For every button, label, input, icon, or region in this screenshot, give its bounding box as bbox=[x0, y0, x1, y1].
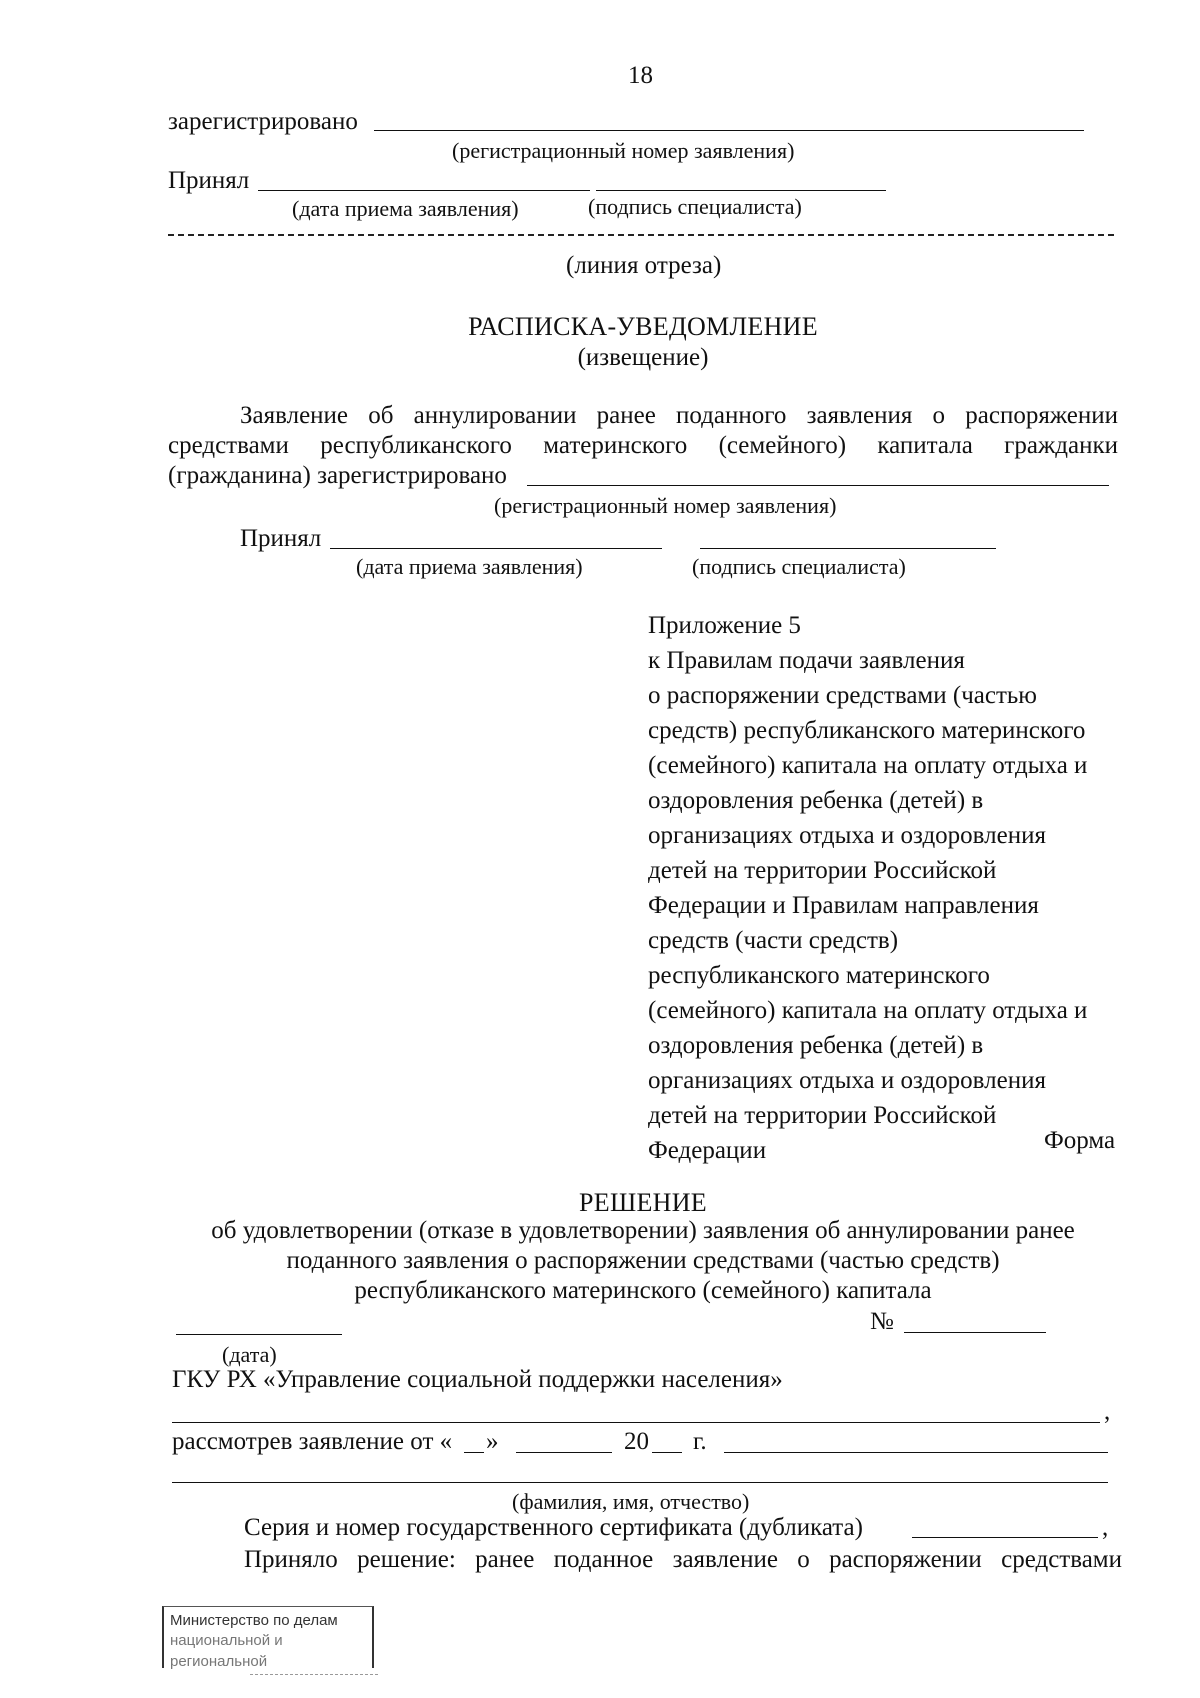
accept-signature-caption: (подпись специалиста) bbox=[588, 194, 802, 219]
receipt-subtitle: (извещение) bbox=[577, 344, 709, 371]
decision-title: РЕШЕНИЕ bbox=[579, 1188, 707, 1217]
certificate-line bbox=[912, 1537, 1098, 1538]
number-sign: № bbox=[870, 1308, 894, 1335]
appendix-line: средств) республиканского материнского bbox=[648, 717, 1086, 744]
reviewed-day-line bbox=[464, 1452, 484, 1453]
stamp-tail bbox=[250, 1674, 378, 1675]
decision-subtitle-line-1: об удовлетворении (отказе в удовлетворении) заявления об аннулировании ранее bbox=[211, 1217, 1075, 1244]
agency-name: ГКУ РХ «Управление социальной поддержки населения» bbox=[172, 1366, 783, 1393]
year-prefix: 20 bbox=[624, 1428, 649, 1455]
reviewed-prefix: рассмотрев заявление от « bbox=[172, 1428, 453, 1455]
registered-label: зарегистрировано bbox=[168, 108, 358, 135]
certificate-comma: , bbox=[1102, 1514, 1109, 1541]
reviewed-year-line bbox=[652, 1452, 682, 1453]
decision-line: Приняло решение: ранее поданное заявление о распоряжении средствами bbox=[244, 1546, 1122, 1573]
decision-subtitle-line-3: республиканского материнского (семейного) капитала bbox=[354, 1277, 932, 1304]
reviewed-month-line bbox=[516, 1452, 612, 1453]
appendix-line: детей на территории Российской bbox=[648, 1102, 997, 1129]
receipt-reg-number-line bbox=[527, 485, 1109, 486]
appendix-line: средств (части средств) bbox=[648, 927, 899, 954]
cut-line-caption: (линия отреза) bbox=[566, 252, 722, 279]
receipt-reg-number-caption: (регистрационный номер заявления) bbox=[494, 493, 837, 518]
receipt-text-line-2: средствами республиканского материнского (семейного) капитала гражданки bbox=[168, 432, 1118, 459]
receipt-title: РАСПИСКА-УВЕДОМЛЕНИЕ bbox=[468, 312, 818, 341]
accept-signature-line bbox=[596, 190, 886, 191]
year-suffix: г. bbox=[693, 1428, 707, 1455]
appendix-line: к Правилам подачи заявления bbox=[648, 647, 965, 674]
appendix-line: оздоровления ребенка (детей) в bbox=[648, 787, 984, 814]
receipt-signature-line bbox=[700, 548, 996, 549]
fio-caption: (фамилия, имя, отчество) bbox=[512, 1489, 750, 1514]
appendix-line: Федерации и Правилам направления bbox=[648, 892, 1039, 919]
page-number: 18 bbox=[628, 62, 653, 89]
appendix-line: (семейного) капитала на оплату отдыха и bbox=[648, 752, 1088, 779]
agency-comma: , bbox=[1104, 1398, 1111, 1425]
applicant-line-2 bbox=[172, 1482, 1108, 1483]
decision-date-caption: (дата) bbox=[222, 1342, 277, 1367]
receipt-text-line-3: (гражданина) зарегистрировано bbox=[168, 462, 507, 489]
receipt-accepted-label: Принял bbox=[240, 525, 322, 552]
receipt-text-line-1: Заявление об аннулировании ранее поданного заявления о распоряжении bbox=[240, 402, 1118, 429]
ministry-stamp bbox=[162, 1606, 374, 1668]
reg-number-line bbox=[374, 130, 1084, 131]
decision-number-line bbox=[904, 1332, 1046, 1333]
decision-subtitle-line-2: поданного заявления о распоряжении средствами (частью средств) bbox=[286, 1247, 1000, 1274]
reviewed-quote-close: » bbox=[486, 1428, 499, 1455]
cut-line bbox=[168, 234, 1114, 236]
appendix-line: о распоряжении средствами (частью bbox=[648, 682, 1037, 709]
appendix-line: Приложение 5 bbox=[648, 612, 801, 639]
accept-date-line bbox=[258, 190, 590, 191]
accept-date-caption: (дата приема заявления) bbox=[292, 196, 519, 221]
appendix-line: оздоровления ребенка (детей) в bbox=[648, 1032, 984, 1059]
form-label: Форма bbox=[1044, 1127, 1116, 1154]
appendix-line: Федерации bbox=[648, 1137, 767, 1164]
accepted-label: Принял bbox=[168, 167, 250, 194]
receipt-signature-caption: (подпись специалиста) bbox=[692, 554, 906, 579]
applicant-line-1 bbox=[724, 1452, 1108, 1453]
appendix-line: организациях отдыха и оздоровления bbox=[648, 1067, 1046, 1094]
appendix-line: (семейного) капитала на оплату отдыха и bbox=[648, 997, 1088, 1024]
reg-number-caption: (регистрационный номер заявления) bbox=[452, 138, 795, 163]
stamp-line-1: Министерство по делам bbox=[170, 1612, 338, 1629]
certificate-label: Серия и номер государственного сертификата (дубликата) bbox=[244, 1514, 863, 1541]
receipt-date-line bbox=[330, 548, 662, 549]
agency-continuation-line bbox=[172, 1422, 1100, 1423]
appendix-line: организациях отдыха и оздоровления bbox=[648, 822, 1046, 849]
appendix-block bbox=[648, 608, 1138, 1168]
appendix-line: республиканского материнского bbox=[648, 962, 990, 989]
appendix-line: детей на территории Российской bbox=[648, 857, 997, 884]
stamp-line-2: национальной и региональной bbox=[170, 1632, 283, 1670]
receipt-date-caption: (дата приема заявления) bbox=[356, 554, 583, 579]
decision-date-line bbox=[176, 1334, 342, 1335]
